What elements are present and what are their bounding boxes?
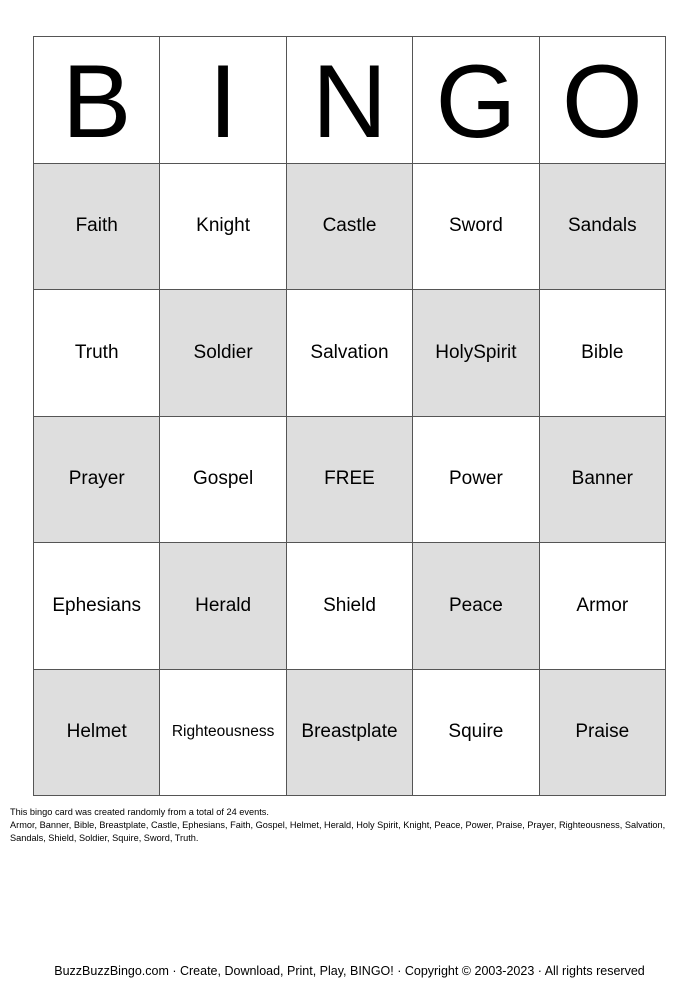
header-letter-i: I [160,37,286,164]
bingo-cell: Ephesians [34,543,160,670]
bingo-cell: Faith [34,164,160,291]
bingo-cell: Praise [540,670,666,797]
bingo-cell: Gospel [160,417,286,544]
bingo-cell: Herald [160,543,286,670]
bingo-cell: Shield [287,543,413,670]
header-letter-n: N [287,37,413,164]
bingo-cell: Salvation [287,290,413,417]
bingo-cell: Breastplate [287,670,413,797]
bingo-cell: Helmet [34,670,160,797]
bingo-cell: Castle [287,164,413,291]
header-letter-g: G [413,37,539,164]
bingo-cell: Power [413,417,539,544]
bingo-cell: Righteousness [160,670,286,797]
bingo-cell-line: Spirit [473,341,517,363]
bingo-card [33,36,666,796]
bingo-cell [413,290,539,417]
bingo-cell: Sword [413,164,539,291]
bingo-cell: Sandals [540,164,666,291]
header-letter-b: B [34,37,160,164]
bingo-cell: Bible [540,290,666,417]
free-space-cell: FREE [287,417,413,544]
bingo-cell: Squire [413,670,539,797]
bingo-cell: Prayer [34,417,160,544]
header-letter-o: O [540,37,666,164]
card-info [10,806,690,845]
bingo-cell: Truth [34,290,160,417]
site-footer: BuzzBuzzBingo.com · Create, Download, Print, Play, BINGO! · Copyright © 2003-2023 · All rights reserved [54,964,645,978]
bingo-cell: Soldier [160,290,286,417]
bingo-cell: Armor [540,543,666,670]
card-info-word-list: Armor, Banner, Bible, Breastplate, Castle, Ephesians, Faith, Gospel, Helmet, Herald, Holy Spirit, Knight, Peace, Power, Praise, Prayer, Righteousness, Salvation, Sandals, Shield, Soldier, Squire, Sword, Truth. [10,820,666,843]
bingo-cell: Banner [540,417,666,544]
bingo-cell-line: Holy [435,341,474,363]
bingo-cell: Knight [160,164,286,291]
bingo-cell: Peace [413,543,539,670]
card-info-summary: This bingo card was created randomly from a total of 24 events. [10,807,269,817]
